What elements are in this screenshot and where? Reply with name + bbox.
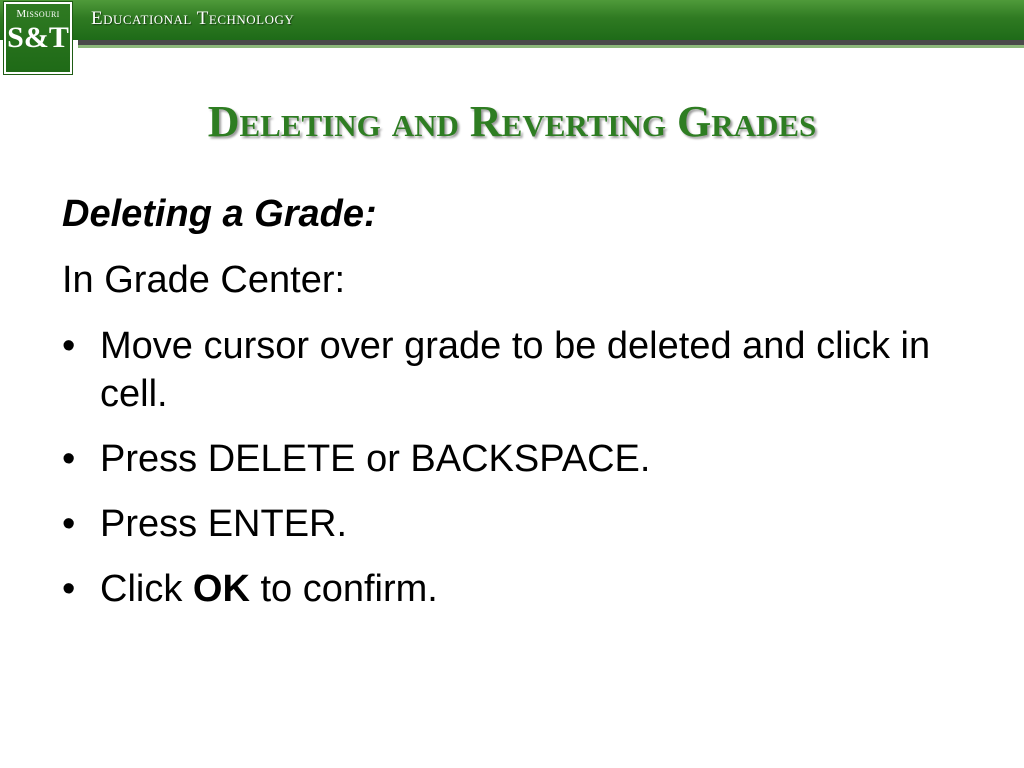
bullet-list bbox=[62, 322, 982, 613]
list-item bbox=[62, 435, 982, 483]
section-heading: Deleting a Grade: bbox=[62, 193, 377, 235]
logo-main-text: S&T bbox=[7, 21, 69, 54]
intro-text: In Grade Center: bbox=[62, 259, 346, 301]
university-logo bbox=[4, 2, 72, 74]
bullet-icon: • bbox=[62, 503, 76, 545]
bullet-icon: • bbox=[62, 438, 76, 480]
header-banner bbox=[0, 0, 1024, 40]
slide-title: Deleting and Reverting Grades bbox=[207, 97, 817, 146]
slide-content bbox=[62, 190, 982, 630]
list-item bbox=[62, 565, 982, 613]
logo-top-text: Missouri bbox=[16, 8, 60, 20]
ok-keyword: OK bbox=[192, 568, 250, 610]
list-item bbox=[62, 500, 982, 548]
bullet-icon: • bbox=[62, 325, 76, 367]
bullet-icon: • bbox=[62, 568, 76, 610]
list-item-text: Move cursor over grade to be deleted and click in cell. bbox=[100, 325, 931, 415]
list-item-text: Press DELETE or BACKSPACE. bbox=[100, 438, 651, 480]
list-item-text-pre: Click bbox=[100, 568, 193, 610]
list-item bbox=[62, 322, 982, 418]
banner-title: Educational Technology bbox=[91, 8, 295, 29]
list-item-text-post: to confirm. bbox=[249, 568, 438, 610]
list-item-text: Press ENTER. bbox=[100, 503, 348, 545]
header-rule-light bbox=[78, 45, 1024, 48]
